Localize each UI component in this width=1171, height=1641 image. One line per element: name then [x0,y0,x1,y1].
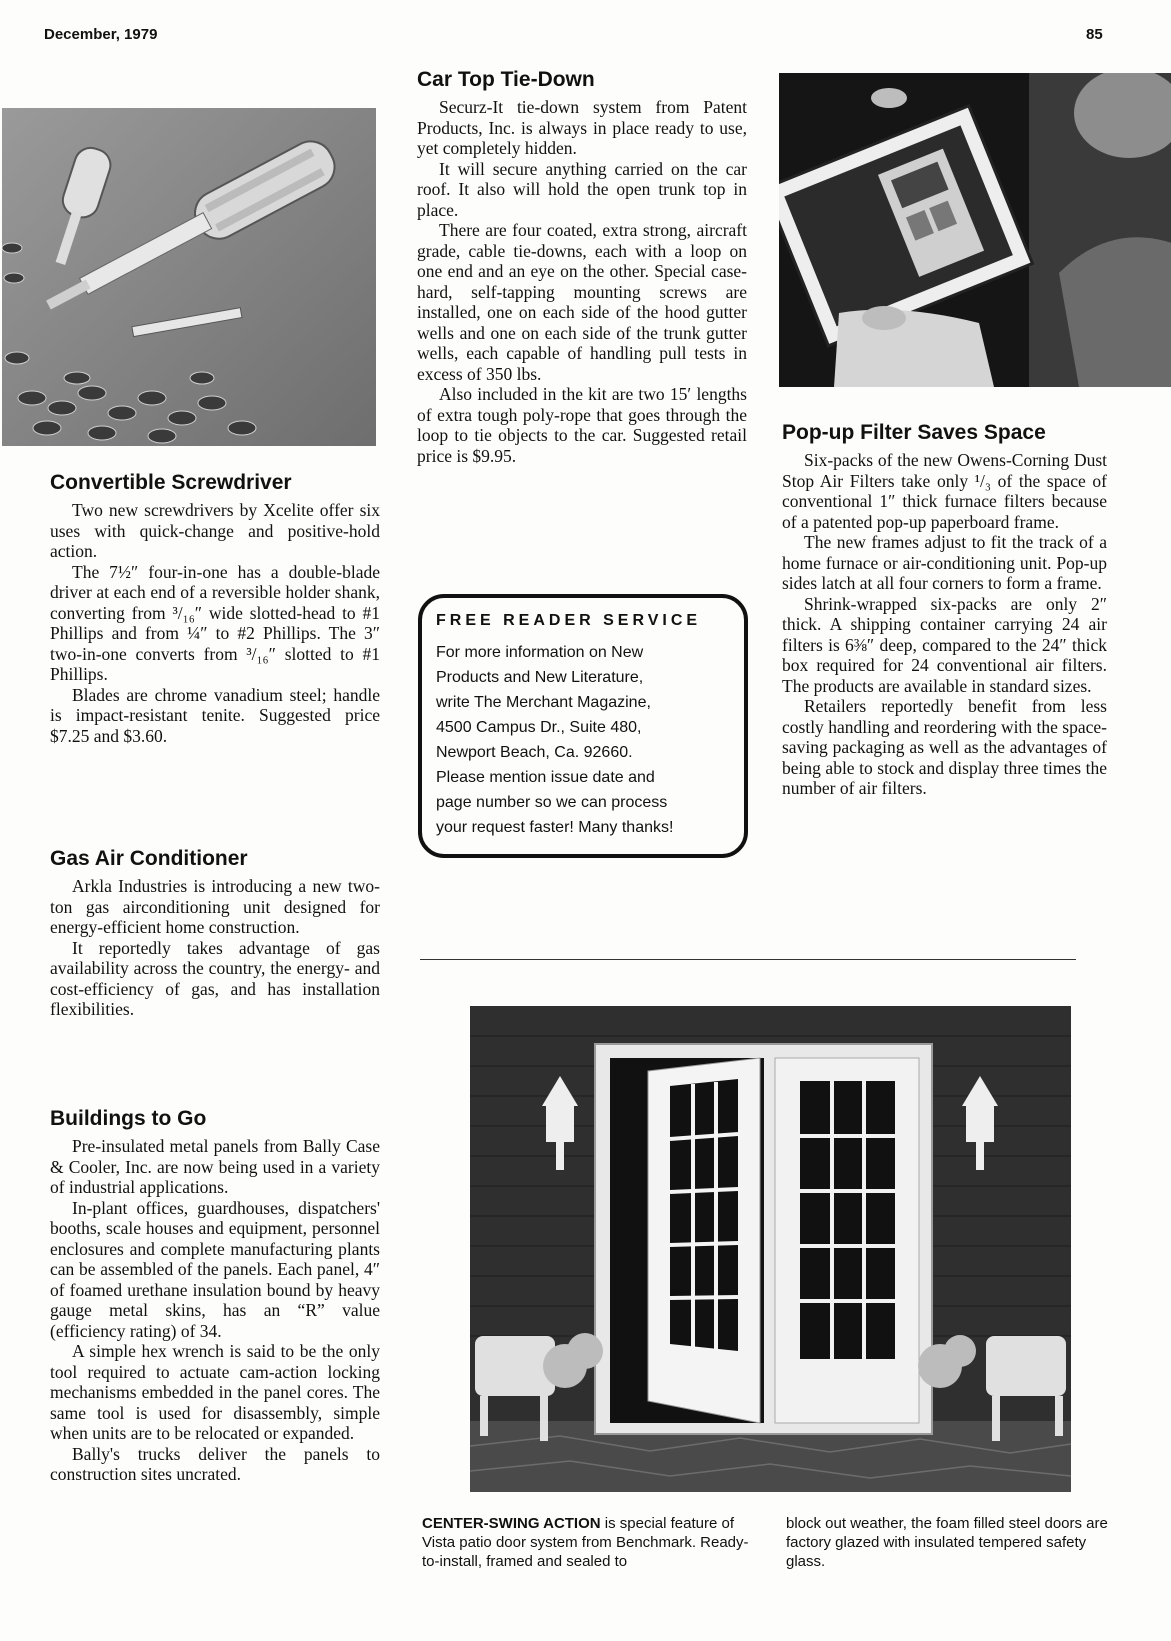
article-paragraph: There are four coated, extra strong, aircraft grade, cable tie-downs, each with a loop on one end and an eye on the other. Special case-hard, self-tapping mounting screws are installed, one on each side of the hood gutter wells and one on each side of the trunk gutter wells, each capable of handling pull tests in excess of 350 lbs. [417,220,747,384]
article-paragraph: Pre-insulated metal panels from Bally Case & Cooler, Inc. are now being used in a variety of industrial applications. [50,1136,380,1197]
reader-service-text [436,640,730,840]
article-paragraph: A simple hex wrench is said to be the only tool required to actuate cam-action locking mechanisms embedded in the panel cores. The same tool is used for disassembly, simple when units are to be relocated or expanded. [50,1341,380,1443]
article-title: Car Top Tie-Down [417,68,595,91]
article-paragraph: Two new screwdrivers by Xcelite offer six uses with quick-change and positive-hold action. [50,500,380,561]
reader-service-line: For more information on New [436,644,644,661]
article-paragraph: The 7½″ four-in-one has a double-blade driver at each end of a reversible holder shank, converting from ³/₁₆″ wide slotted-head to #1 Phillips and from ¼″ to #2 Phillips. The 3″ two-in-one converts from ³/₁₆″ slotted to #1 Phillips. [50,561,380,684]
photo-caption-part1 [422,1514,752,1571]
photo-caption-part2: block out weather, the foam filled steel doors are factory glazed with insulated tempered safety glass. [786,1515,1108,1570]
reader-service-line: Products and New Literature, [436,669,644,686]
article-title: Buildings to Go [50,1107,207,1130]
reader-service-line: write The Merchant Magazine, [436,694,651,711]
article-paragraph: Arkla Industries is introducing a new two-ton gas airconditioning unit designed for energy-efficient home construction. [50,876,380,937]
article-convertible-screwdriver [50,470,380,746]
page-number: 85 [1086,26,1103,43]
issue-date: December, 1979 [44,26,158,43]
article-car-top-tie-down [417,67,747,466]
caption-text: is special feature of Vista patio door system from Benchmark. Ready-to-install, framed and sealed to [422,1515,749,1570]
article-paragraph: Securz-It tie-down system from Patent Products, Inc. is always in place ready to use, yet completely hidden. [417,97,747,158]
article-paragraph: Bally's trucks deliver the panels to construction sites uncrated. [50,1443,380,1484]
article-paragraph: In-plant offices, guardhouses, dispatchers' booths, scale houses and equipment, personnel enclosures and complete manufacturing plants can be assembled of the panels. Each panel, 4″ of foamed urethane insulation bound by heavy gauge metal skins, has an “R” value (efficiency rating) of 34. [50,1197,380,1341]
reader-service-line: Newport Beach, Ca. 92660. [436,744,633,761]
article-title: Gas Air Conditioner [50,847,248,870]
patio-door-photo [470,1006,1071,1492]
article-paragraph: It will secure anything carried on the car roof. It also will hold the open trunk top in place. [417,158,747,220]
air-filter-photo [779,73,1171,387]
article-title: Pop-up Filter Saves Space [782,421,1046,444]
article-gas-air-conditioner [50,846,380,1020]
reader-service-box [418,594,748,858]
section-divider [420,959,1076,960]
reader-service-line: page number so we can process [436,794,668,811]
article-paragraph: It reportedly takes advantage of gas availability across the country, the energy- and cost-efficiency of gas, and has installation flexibilities. [50,937,380,1019]
reader-service-line: 4500 Campus Dr., Suite 480, [436,719,642,736]
article-paragraph: Also included in the kit are two 15′ lengths of extra tough poly-rope that goes through the loop to tie objects to the car. Suggested retail price is $9.95. [417,384,747,466]
reader-service-line: your request faster! Many thanks! [436,819,674,836]
article-paragraph: Blades are chrome vanadium steel; handle is impact-resistant tenite. Suggested price $7.25 and $3.60. [50,684,380,746]
article-paragraph: Shrink-wrapped six-packs are only 2″ thick. A shipping container carrying 24 air filters is 6⅜″ deep, compared to the 24″ thick box required for 24 conventional air filters. The products are available in standard sizes. [782,593,1107,696]
article-popup-filter [782,420,1107,799]
article-paragraph: Retailers reportedly benefit from less costly handling and reordering with the space-saving packaging as well as the advantages of being able to stock and display three times the number of air filters. [782,696,1107,798]
article-paragraph: The new frames adjust to fit the track of a home furnace or air-conditioning unit. Pop-up sides latch at all four corners to form a frame. [782,532,1107,593]
caption-lead: CENTER-SWING ACTION [422,1515,601,1532]
screwdriver-photo [2,108,376,446]
article-title: Convertible Screwdriver [50,471,292,494]
article-buildings-to-go [50,1106,380,1485]
reader-service-title: FREE READER SERVICE [436,612,702,629]
article-paragraph: Six-packs of the new Owens-Corning Dust Stop Air Filters take only ¹/₃ of the space of conventional 1″ thick furnace filters because of a patented pop-up paperboard frame. [782,450,1107,532]
reader-service-line: Please mention issue date and [436,769,655,786]
